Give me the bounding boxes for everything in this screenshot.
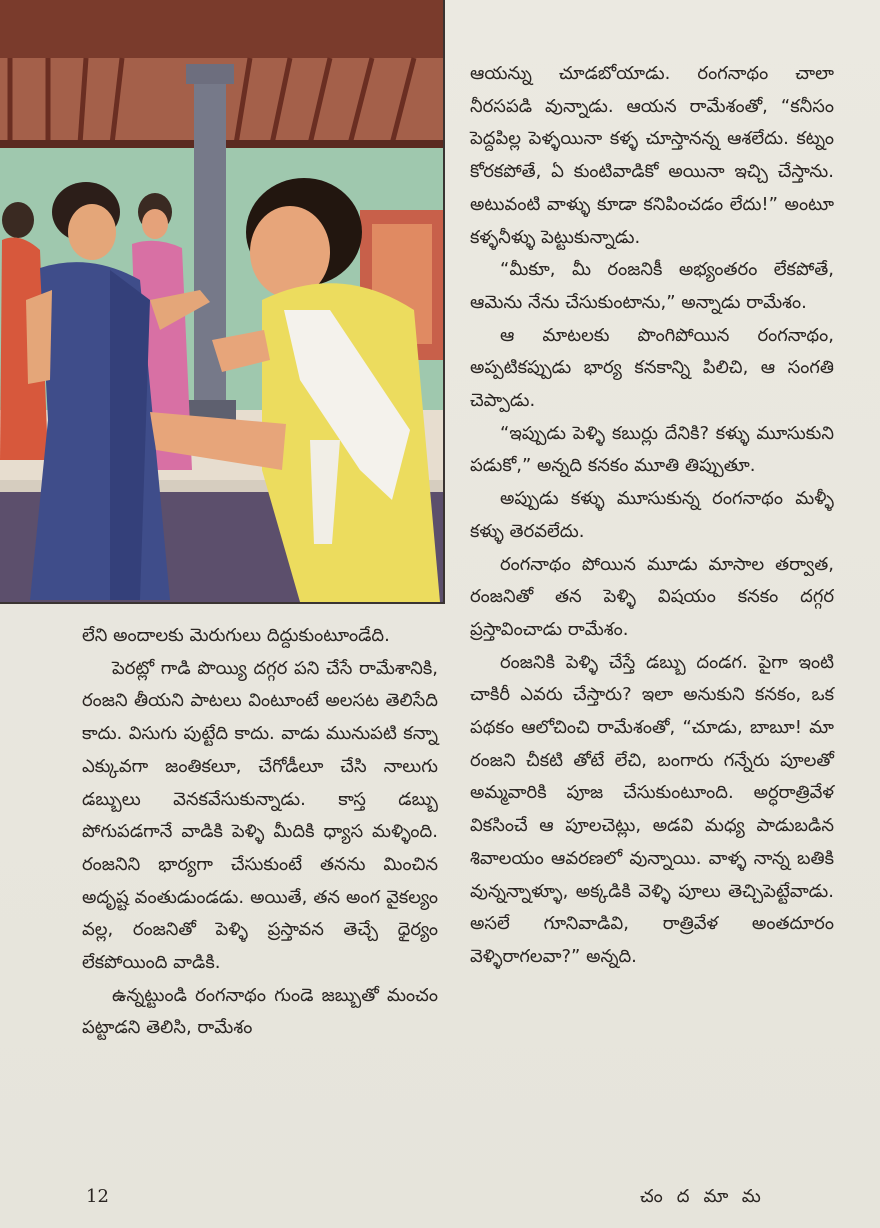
right-text-column [470,58,834,974]
right-paragraph-7: రంజనికి పెళ్ళి చేస్తే డబ్బు దండగ. పైగా ఇంటి చాకిరీ ఎవరు చేస్తారు? ఇలా అనుకుని కనకం, ఒక పథకం ఆలోచించి రామేశంతో, “చూడు, బాబూ! మా రంజని చీకటి తోటే లేచి, బంగారు గన్నేరు పూలతో అమ్మవారికి పూజ చేసుకుంటూంది. అర్ధరాత్రివేళ వికసించే ఆ పూలచెట్లు, అడవి మధ్య పాడుబడిన శివాలయం ఆవరణలో వున్నాయి. వాళ్ళ నాన్న బతికి వున్నన్నాళ్ళూ, అక్కడికి వెళ్ళి పూలు తెచ్చిపెట్టేవాడు. అసలే గూనివాడివి, రాత్రివేళ అంతదూరం వెళ్ళిరాగలవా?” అన్నది. [470,651,834,967]
left-text-column [82,620,438,1045]
right-paragraph-3: ఆ మాటలకు పొంగిపోయిన రంగనాథం, అప్పటికప్పుడు భార్య కనకాన్ని పిలిచి, ఆ సంగతి చెప్పాడు. [470,324,834,412]
left-paragraph-1: లేని అందాలకు మెరుగులు దిద్దుకుంటూండేది. [82,625,390,646]
magazine-name: చందమామ [640,1186,775,1207]
right-paragraph-4: “ఇప్పుడు పెళ్ళి కబుర్లు దేనికి? కళ్ళు మూసుకుని పడుకో,” అన్నది కనకం మూతి తిప్పుతూ. [470,422,834,477]
left-paragraph-3: ఉన్నట్టుండి రంగనాథం గుండె జబ్బుతో మంచం పట్టాడని తెలిసి, రామేశం [82,984,438,1039]
right-paragraph-2: “మీకూ, మీ రంజనికీ అభ్యంతరం లేకపోతే, ఆమెను నేను చేసుకుంటాను,” అన్నాడు రామేశం. [470,259,834,313]
right-paragraph-5: అప్పుడు కళ్ళు మూసుకున్న రంగనాథం మళ్ళీ కళ్ళు తెరవలేదు. [470,488,834,542]
left-paragraph-2: పెరట్లో గాడి పొయ్యి దగ్గర పని చేసే రామేశానికి, రంజని తీయని పాటలు వింటూంటే అలసట తెలిసేది కాదు. విసుగు పుట్టేది కాదు. వాడు మునుపటి కన్నా ఎక్కువగా జంతికలూ, చేగోడీలూ చేసి నాలుగు డబ్బులు వెనకవేసుకున్నాడు. కాస్త డబ్బు పోగుపడగానే వాడికి పెళ్ళి మీదికి ధ్యాస మళ్ళింది. రంజనిని భార్యగా చేసుకుంటే తనను మించిన అదృష్ట వంతుడుండడు. అయితే, తన అంగ వైకల్యం వల్ల, రంజనితో పెళ్ళి ప్రస్తావన తెచ్చే ధైర్యం లేకపోయింది వాడికి. [82,657,438,974]
illustration-drawing [0,0,443,602]
right-paragraph-1: ఆయన్ను చూడబోయాడు. రంగనాథం చాలా నీరసపడి వున్నాడు. ఆయన రామేశంతో, “కనీసం పెద్దపిల్ల పెళ్ళయినా కళ్ళ చూస్తానన్న ఆశలేదు. కట్నం కోరకపోతే, ఏ కుంటివాడికో అయినా ఇచ్చి చేస్తాను. అటువంటి వాళ్ళు కూడా కనిపించడం లేదు!” అంటూ కళ్ళనీళ్ళు పెట్టుకున్నాడు. [470,63,834,248]
right-paragraph-6: రంగనాథం పోయిన మూడు మాసాల తర్వాత, రంజనితో తన పెళ్ళి విషయం కనకం దగ్గర ప్రస్తావించాడు రామేశం. [470,553,834,640]
story-illustration [0,0,445,604]
page-number: 12 [86,1186,109,1207]
